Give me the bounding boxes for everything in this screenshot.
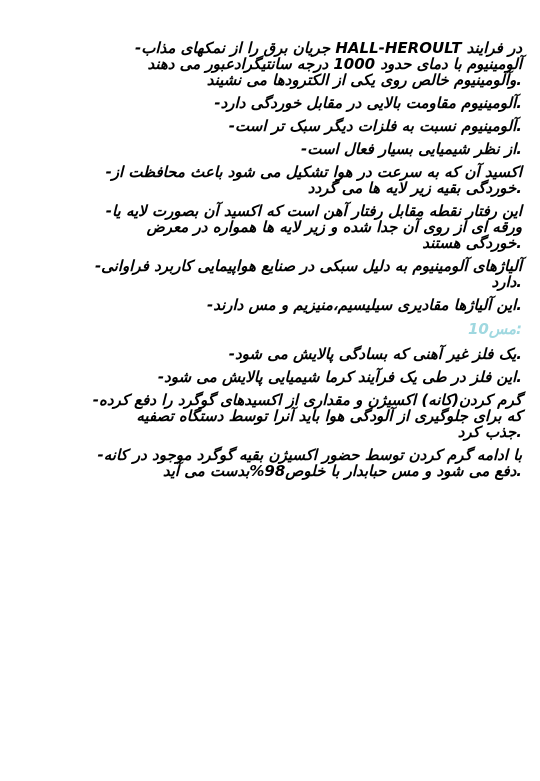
text-line: با ادامه گرم کردن توسط حضور اکسیژن بقیه گوگرد موجود در کانه-	[97, 446, 522, 464]
text-line: اکسید آن که به سرعت در هوا تشکیل می شود باعث محافظت از-	[105, 163, 522, 181]
text-line: .دفع می شود و مس حبابدار با خلوص98%بدست می آید	[162, 462, 522, 480]
text-line: گرم کردن(کانه) اکسیژن و مقداری از اکسیدهای گوگرد را دفع کرده-	[92, 391, 522, 409]
text-line: .این آلیاژها مقادیری سیلیسیم،منیزیم و مس دارند-	[206, 296, 522, 314]
text-line: که برای جلوگیری از آلودگی هوا باید آنرا توسط دستگاه تصفیه	[136, 407, 522, 425]
paragraph-copper-refining	[18, 369, 522, 385]
text-line: .آلومینیوم نسبت به فلزات دیگر سبک تر است-	[228, 117, 522, 135]
text-line: .خوردگی بقیه زیر لایه ها می گردد	[307, 179, 522, 197]
paragraph-corrosion-resistance	[18, 95, 522, 111]
paragraph-hall-heroult	[18, 40, 522, 88]
text-line: در فرایند HALL-HEROULT جریان برق را از نمکهای مذاب-	[135, 39, 522, 57]
paragraph-iron-comparison	[18, 203, 522, 251]
text-line: .خوردگی هستند	[422, 234, 522, 252]
text-line: آلومینیوم با دمای حدود 1000 درجه سانتیگرادعبور می دهند	[147, 55, 522, 73]
section-heading-copper: :مس10	[467, 320, 522, 338]
text-line: .وآلومینیوم خالص روی یکی از الکترودها می نشیند	[206, 71, 522, 89]
paragraph-oxide-layer	[18, 164, 522, 196]
text-line: .جذب کرد	[457, 423, 522, 441]
text-line: .از نظر شیمیایی بسیار فعال است-	[301, 140, 522, 158]
paragraph-reactive	[18, 141, 522, 157]
text-line: .یک فلز غیر آهنی که بسادگی پالایش می شود-	[228, 345, 522, 363]
paragraph-copper-purity	[18, 447, 522, 479]
paragraph-alloy-contents	[18, 297, 522, 313]
paragraph-copper-heating	[18, 392, 522, 440]
text-line: ورقه ای از روی آن جدا شده و زیر لایه ها همواره در معرض	[146, 218, 522, 236]
paragraph-copper-nonferrous	[18, 346, 522, 362]
paragraph-lightweight	[18, 118, 522, 134]
text-line: .دارد	[491, 273, 522, 291]
paragraph-alloys-aviation	[18, 258, 522, 290]
text-line: این رفتار نقطه مقابل رفتار آهن است که اکسید آن بصورت لایه یا-	[105, 202, 522, 220]
text-line: .این فلز در طی یک فرآیند کرما شیمیایی پالایش می شود-	[157, 368, 522, 386]
text-line: آلیاژهای آلومینیوم به دلیل سبکی در صنایع هواپیمایی کاربرد فراوانی-	[94, 257, 522, 275]
text-line: .آلومینیوم مقاومت بالایی در مقابل خوردگی دارد-	[214, 94, 522, 112]
document-page	[18, 40, 522, 486]
